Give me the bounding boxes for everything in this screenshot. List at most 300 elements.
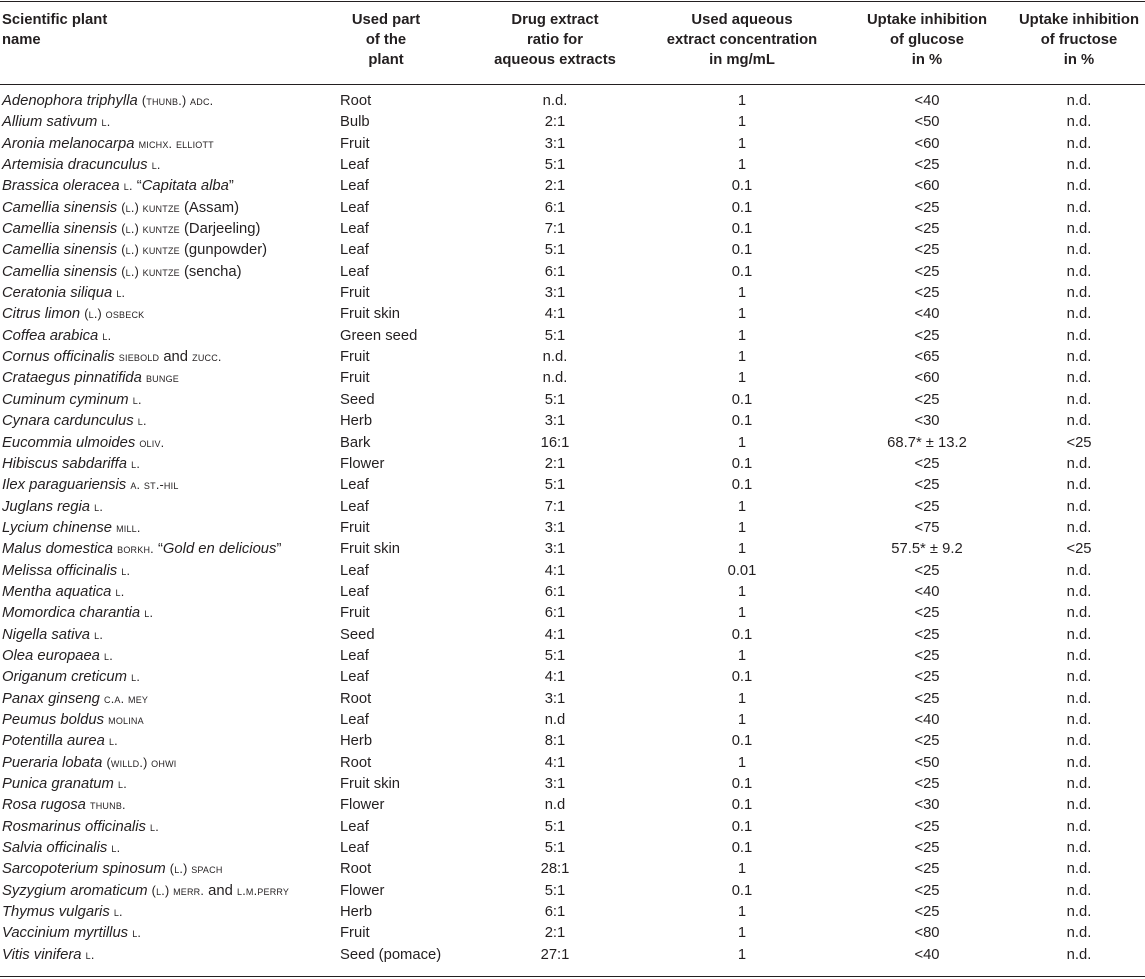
cell-fructose-inhibition: n.d. [1066,135,1092,152]
cell-fructose-inhibition: n.d. [1066,519,1092,536]
species-name: Sarcopoterium spinosum [2,861,166,878]
cell-fructose-inhibition: n.d. [1066,733,1092,750]
cell-scientific-name [2,240,267,261]
cell-fructose-inhibition: n.d. [1066,797,1092,814]
species-name: Salvia officinalis [2,840,108,857]
table-row [0,240,1145,261]
cell-fructose-inhibition: n.d. [1066,455,1092,472]
name-text: (gunpowder) [179,242,268,259]
author-name: l. [131,670,141,685]
author-name: l. [132,392,142,407]
cell-concentration: 0.1 [731,178,753,195]
cell-fructose-inhibition: n.d. [1066,562,1092,579]
author-name: (l.) spach [169,862,223,877]
cell-scientific-name [2,198,239,219]
author-name: zucc. [192,350,222,365]
author-name: l. [123,179,133,194]
species-name: Panax ginseng [2,690,100,707]
cell-concentration: 0.1 [731,413,753,430]
species-name: Coffea arabica [2,327,99,344]
cell-used-part: Leaf [340,840,369,857]
cell-used-part: Root [340,861,372,878]
author-name: l. [94,627,104,642]
cell-used-part: Herb [340,904,373,921]
author-name: (l.) kuntze [121,264,180,279]
header-used-part: Used part of the plant [351,12,421,68]
cell-scientific-name [2,753,176,774]
cell-extract-ratio: 6:1 [544,904,566,921]
cell-extract-ratio: 2:1 [544,455,566,472]
cell-scientific-name [2,262,242,283]
cell-fructose-inhibition: n.d. [1066,498,1092,515]
author-name: l. [118,777,127,791]
table-body [0,91,1145,966]
cell-extract-ratio: 4:1 [544,562,566,579]
cell-used-part: Leaf [340,242,369,259]
table-row [0,368,1145,389]
cell-fructose-inhibition: n.d. [1066,285,1092,302]
cell-extract-ratio: 3:1 [544,776,566,792]
cell-concentration: 1 [737,711,747,728]
cell-extract-ratio: 3:1 [544,285,566,302]
cell-scientific-name [2,923,141,944]
name-text: (Darjeeling) [179,221,261,238]
cell-fructose-inhibition: n.d. [1066,199,1092,216]
author-name: l. [121,563,131,578]
cell-scientific-name [2,838,120,859]
cell-extract-ratio: 5:1 [544,818,566,835]
cell-glucose-inhibition: <25 [914,477,940,494]
species-name: Rosa rugosa [2,797,86,814]
header-extract-ratio: Drug extract ratio for aqueous extracts [494,12,616,68]
cell-scientific-name [2,112,110,133]
cell-used-part: Leaf [340,477,369,494]
cell-extract-ratio: 5:1 [544,477,566,494]
cell-fructose-inhibition: n.d. [1066,840,1092,857]
cell-used-part: Seed [340,391,375,408]
cell-fructose-inhibition: n.d. [1066,93,1092,109]
cell-glucose-inhibition: <25 [914,861,940,878]
cell-concentration: 0.1 [731,455,753,472]
cell-scientific-name [2,411,147,432]
cell-used-part: Fruit skin [340,541,401,558]
cell-extract-ratio: 2:1 [544,925,566,942]
cell-used-part: Leaf [340,562,369,579]
cell-fructose-inhibition: n.d. [1066,754,1092,771]
cell-glucose-inhibition: <25 [914,562,940,579]
author-name: borkh. [117,542,154,557]
cell-used-part: Root [340,754,372,771]
cell-used-part: Green seed [340,327,418,344]
cell-scientific-name [2,155,161,176]
cell-extract-ratio: n.d [544,711,566,728]
cell-concentration: 0.1 [731,797,753,814]
table-row [0,539,1145,560]
table-row [0,198,1145,219]
cell-fructose-inhibition: n.d. [1066,327,1092,344]
cell-fructose-inhibition: n.d. [1066,818,1092,835]
cell-fructose-inhibition: <25 [1066,434,1092,451]
table-row [0,433,1145,454]
species-name: Gold en delicious [162,541,277,558]
cell-used-part: Leaf [340,498,369,515]
cell-extract-ratio: n.d. [542,370,568,387]
cell-used-part: Seed [340,626,375,643]
cell-extract-ratio: 5:1 [544,882,566,899]
table-row [0,817,1145,838]
cell-extract-ratio: n.d. [542,93,568,109]
header-concentration: Used aqueous extract concentration in mg/mL [666,12,818,68]
cell-glucose-inhibition: <25 [914,669,940,686]
cell-concentration: 1 [737,349,747,366]
cell-scientific-name [2,881,289,902]
cell-glucose-inhibition: <25 [914,626,940,643]
cell-glucose-inhibition: <25 [914,327,940,344]
cell-scientific-name [2,347,222,368]
cell-concentration: 1 [737,605,747,622]
cell-extract-ratio: 3:1 [544,413,566,430]
cell-scientific-name [2,134,214,155]
author-name: (l.) kuntze [121,222,180,237]
cell-used-part: Leaf [340,711,369,728]
cell-extract-ratio: 6:1 [544,583,566,600]
cell-concentration: 0.1 [731,263,753,280]
species-name: Camellia sinensis [2,199,118,216]
species-name: Nigella sativa [2,626,91,643]
cell-concentration: 1 [737,541,747,558]
cell-used-part: Bulb [340,114,370,131]
table-row [0,112,1145,133]
name-text: “ [153,541,163,558]
cell-fructose-inhibition: n.d. [1066,882,1092,899]
cell-glucose-inhibition: <25 [914,285,940,302]
species-name: Origanum creticum [2,669,127,686]
cell-glucose-inhibition: <75 [914,519,940,536]
cell-extract-ratio: 16:1 [540,434,570,451]
cell-concentration: 0.1 [731,626,753,643]
table-row [0,176,1145,197]
cell-extract-ratio: 6:1 [544,199,566,216]
cell-fructose-inhibition: n.d. [1066,925,1092,942]
cell-scientific-name [2,561,130,582]
cell-used-part: Bark [340,434,371,451]
cell-used-part: Fruit [340,605,370,622]
table-row [0,838,1145,859]
cell-fructose-inhibition: n.d. [1066,178,1092,195]
cell-glucose-inhibition: <40 [914,946,940,963]
cell-fructose-inhibition: n.d. [1066,626,1092,643]
cell-extract-ratio: 3:1 [544,519,566,536]
cell-concentration: 1 [737,327,747,344]
cell-concentration: 1 [737,93,747,109]
cell-extract-ratio: 2:1 [544,114,566,131]
cell-concentration: 0.1 [731,391,753,408]
cell-extract-ratio: 6:1 [544,605,566,622]
table-row [0,774,1145,795]
author-name: l. [102,328,112,343]
cell-scientific-name [2,518,141,539]
cell-fructose-inhibition: n.d. [1066,690,1092,707]
cell-used-part: Herb [340,733,373,750]
cell-used-part: Leaf [340,669,369,686]
species-name: Capitata alba [141,178,229,195]
cell-glucose-inhibition: <40 [914,583,940,600]
species-name: Cynara cardunculus [2,413,134,430]
cell-concentration: 1 [737,647,747,664]
table-row [0,155,1145,176]
author-name: (l.) merr. [151,883,205,898]
cell-extract-ratio: 28:1 [540,861,570,878]
cell-glucose-inhibition: <25 [914,776,940,792]
table-row [0,283,1145,304]
table-row [0,326,1145,347]
cell-concentration: 0.1 [731,242,753,259]
table-row [0,646,1145,667]
name-text: ” [228,178,234,195]
cell-glucose-inhibition: <25 [914,221,940,238]
name-text: and [159,349,193,366]
cell-concentration: 1 [737,690,747,707]
species-name: Ilex paraguariensis [2,477,127,494]
table-row [0,390,1145,411]
cell-used-part: Leaf [340,583,369,600]
species-name: Peumus boldus [2,711,104,728]
cell-scientific-name [2,731,118,752]
cell-glucose-inhibition: <60 [914,370,940,387]
author-name: (l.) kuntze [121,200,180,215]
author-name: l. [104,648,113,663]
cell-scientific-name [2,945,95,966]
author-name: l.m.perry [236,883,290,898]
cell-concentration: 0.1 [731,477,753,494]
author-name: (l.) osbeck [84,307,145,322]
species-name: Juglans regia [2,498,91,515]
cell-scientific-name [2,368,179,389]
cell-used-part: Root [340,690,372,707]
cell-used-part: Fruit [340,349,370,366]
cell-extract-ratio: 3:1 [544,541,566,558]
cell-fructose-inhibition: n.d. [1066,413,1092,430]
species-name: Aronia melanocarpa [2,135,135,152]
cell-used-part: Fruit [340,285,370,302]
table-row [0,411,1145,432]
cell-extract-ratio: 5:1 [544,327,566,344]
cell-used-part: Flower [340,797,385,814]
cell-concentration: 0.1 [731,733,753,750]
author-name: l. [144,606,154,621]
species-name: Citrus limon [2,306,81,323]
species-name: Cuminum cyminum [2,391,129,408]
cell-concentration: 1 [737,306,747,323]
cell-glucose-inhibition: <60 [914,135,940,152]
author-name: l. [85,947,95,962]
author-name: michx. elliott [138,136,214,151]
cell-scientific-name [2,774,127,795]
cell-used-part: Fruit [340,519,370,536]
table-row [0,859,1145,880]
cell-extract-ratio: 5:1 [544,157,566,174]
table-row [0,262,1145,283]
author-name: molina [108,712,144,727]
cell-extract-ratio: 2:1 [544,178,566,195]
cell-glucose-inhibition: <40 [914,711,940,728]
cell-used-part: Flower [340,882,385,899]
cell-used-part: Herb [340,413,373,430]
cell-scientific-name [2,603,153,624]
cell-concentration: 0.1 [731,221,753,238]
cell-fructose-inhibition: n.d. [1066,861,1092,878]
cell-concentration: 1 [737,135,747,152]
species-name: Artemisia dracunculus [2,157,148,174]
cell-scientific-name [2,497,103,518]
cell-used-part: Leaf [340,221,369,238]
cell-glucose-inhibition: <25 [914,455,940,472]
species-name: Punica granatum [2,776,114,792]
cell-extract-ratio: 3:1 [544,135,566,152]
cell-glucose-inhibition: <25 [914,242,940,259]
cell-used-part: Flower [340,455,385,472]
cell-used-part: Leaf [340,178,369,195]
header-fructose-inhibition: Uptake inhibition of fructose in % [1018,12,1139,68]
cell-glucose-inhibition: <25 [914,690,940,707]
table-row [0,603,1145,624]
cell-fructose-inhibition: n.d. [1066,904,1092,921]
author-name: mill. [116,520,141,535]
cell-concentration: 1 [737,157,747,174]
cell-scientific-name [2,817,159,838]
cell-glucose-inhibition: <25 [914,605,940,622]
species-name: Potentilla aurea [2,733,105,750]
cell-extract-ratio: 4:1 [544,754,566,771]
cell-extract-ratio: 5:1 [544,840,566,857]
cell-glucose-inhibition: <40 [914,93,940,109]
cell-concentration: 0.01 [727,562,757,579]
cell-glucose-inhibition: <80 [914,925,940,942]
species-name: Allium sativum [2,114,98,131]
cell-concentration: 1 [737,519,747,536]
cell-scientific-name [2,582,124,603]
author-name: c.a. mey [104,691,149,706]
cell-used-part: Fruit [340,370,370,387]
cell-concentration: 1 [737,946,747,963]
author-name: l. [111,841,121,856]
cell-scientific-name [2,454,140,475]
cell-scientific-name [2,326,111,347]
cell-glucose-inhibition: <50 [914,754,940,771]
name-text: “ [132,178,142,195]
cell-glucose-inhibition: <60 [914,178,940,195]
cell-fructose-inhibition: n.d. [1066,157,1092,174]
cell-scientific-name [2,625,103,646]
cell-fructose-inhibition: n.d. [1066,391,1092,408]
cell-fructose-inhibition: n.d. [1066,669,1092,686]
table-row [0,923,1145,944]
cell-used-part: Fruit [340,135,370,152]
cell-used-part: Fruit [340,925,370,942]
header-scientific-name: Scientific plant name [2,12,108,48]
cell-concentration: 1 [737,904,747,921]
author-name: l. [150,819,159,834]
cell-concentration: 1 [737,861,747,878]
author-name: l. [132,926,142,941]
cell-concentration: 1 [737,114,747,131]
cell-glucose-inhibition: <40 [914,306,940,323]
cell-scientific-name [2,91,213,112]
table-row [0,795,1145,816]
cell-fructose-inhibition: n.d. [1066,605,1092,622]
cell-used-part: Fruit skin [340,776,401,792]
species-name: Malus domestica [2,541,114,558]
author-name: thunb. [90,798,126,813]
table-row [0,582,1145,603]
cell-glucose-inhibition: <65 [914,349,940,366]
name-text: ” [276,541,282,558]
cell-extract-ratio: 4:1 [544,626,566,643]
species-name: Cornus officinalis [2,349,115,366]
cell-fructose-inhibition: n.d. [1066,776,1092,792]
cell-concentration: 1 [737,583,747,600]
cell-glucose-inhibition: <25 [914,157,940,174]
species-name: Rosmarinus officinalis [2,818,146,835]
cell-scientific-name [2,304,144,325]
species-name: Adenophora triphylla [2,93,138,109]
cell-fructose-inhibition: n.d. [1066,711,1092,728]
cell-scientific-name [2,283,125,304]
table-row [0,689,1145,710]
cell-glucose-inhibition: 68.7* ± 13.2 [887,434,967,451]
species-name: Brassica oleracea [2,178,120,195]
cell-concentration: 0.1 [731,669,753,686]
cell-extract-ratio: 5:1 [544,242,566,259]
table-row [0,475,1145,496]
name-text: and [204,882,237,899]
cell-scientific-name [2,710,144,731]
table-row [0,710,1145,731]
cell-glucose-inhibition: <25 [914,199,940,216]
cell-scientific-name [2,176,234,197]
name-text: (sencha) [179,263,242,280]
author-name: l. [131,456,141,471]
species-name: Camellia sinensis [2,221,118,238]
cell-used-part: Leaf [340,199,369,216]
cell-extract-ratio: 8:1 [544,733,566,750]
cell-glucose-inhibition: <25 [914,647,940,664]
cell-used-part: Leaf [340,818,369,835]
table-bottom-rule [0,976,1145,977]
author-name: l. [108,734,118,749]
cell-glucose-inhibition: <25 [914,263,940,280]
author-name: l. [151,158,161,173]
species-name: Lycium chinense [2,519,112,536]
cell-fructose-inhibition: <25 [1066,541,1092,558]
cell-fructose-inhibition: n.d. [1066,370,1092,387]
author-name: l. [137,414,147,429]
species-name: Syzygium aromaticum [2,882,148,899]
cell-fructose-inhibition: n.d. [1066,946,1092,963]
table-row [0,347,1145,368]
table-row [0,561,1145,582]
cell-scientific-name [2,390,142,411]
table-row [0,304,1145,325]
cell-concentration: 1 [737,370,747,387]
author-name: bunge [145,371,179,386]
species-name: Pueraria lobata [2,754,103,771]
cell-glucose-inhibition: <50 [914,114,940,131]
cell-scientific-name [2,689,148,710]
cell-concentration: 0.1 [731,199,753,216]
cell-concentration: 0.1 [731,840,753,857]
cell-scientific-name [2,667,140,688]
